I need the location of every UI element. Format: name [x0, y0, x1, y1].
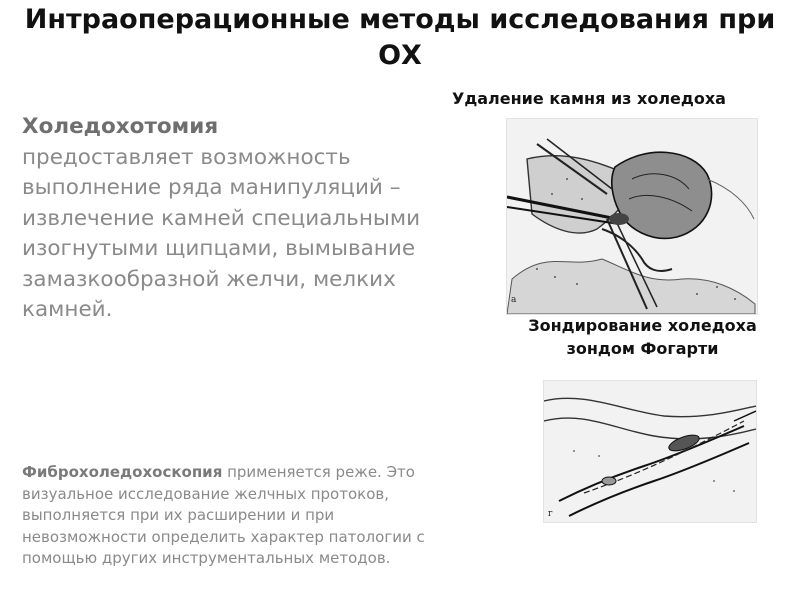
fogarty-probing-drawing [544, 381, 756, 522]
fogarty-probing-illustration [543, 380, 757, 523]
choledochotomy-term: Холедохотомия [22, 114, 219, 139]
fibrocholedochoscopy-term: Фиброхоледохоскопия [22, 463, 223, 481]
slide-title: Интраоперационные методы исследования при ОХ [24, 4, 776, 71]
figure1-caption: Удаление камня из холедоха [452, 89, 726, 108]
stone-removal-drawing [507, 119, 757, 314]
choledochotomy-text: предоставляет возможность выполнение ряда манипуляций – извлечение камней специальными изогнутыми щипцами, вымывание замазкообразной желчи, мелких камней. [22, 144, 421, 322]
choledochotomy-paragraph [22, 112, 442, 326]
figure2-letter: г [548, 509, 553, 519]
fibrocholedochoscopy-text: применяется реже. Это визуальное исследование желчных протоков, выполняется при их расширении и при невозможности определить характер патологии с помощью других инструментальных методов. [22, 463, 425, 567]
figure2-caption: Зондирование холедоха зондом Фогарти [528, 316, 757, 358]
stone-removal-illustration [506, 118, 758, 315]
figure1-letter: а [511, 295, 517, 305]
fibrocholedochoscopy-paragraph [22, 462, 462, 570]
